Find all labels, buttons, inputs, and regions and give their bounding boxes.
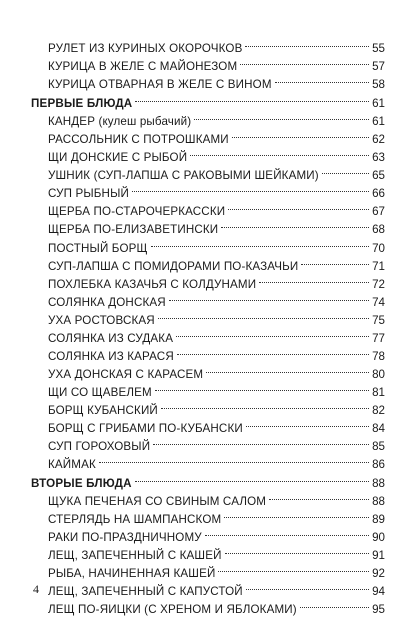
dot-leader	[218, 559, 369, 577]
dot-leader	[240, 52, 369, 70]
entry-page-number: 58	[372, 78, 385, 92]
dot-leader	[246, 414, 369, 432]
entry-title: КАНДЕР (кулеш рыбачий)	[48, 115, 192, 129]
entry-page-number: 75	[372, 313, 385, 327]
section-title: ВТОРЫЕ БЛЮДА	[31, 477, 132, 491]
dot-leader	[225, 541, 369, 559]
entry-title: СУП РЫБНЫЙ	[48, 187, 129, 201]
entry-page-number: 63	[372, 151, 385, 165]
entry-page-number: 92	[372, 567, 385, 581]
entry-title: УШНИК (СУП-ЛАПША С РАКОВЫМИ ШЕЙКАМИ)	[48, 169, 319, 183]
entry-title: ПОХЛЕБКА КАЗАЧЬЯ С КОЛДУНАМИ	[48, 277, 257, 291]
entry-page-number: 94	[372, 585, 385, 599]
entry-title: БОРЩ С ГРИБАМИ ПО-КУБАНСКИ	[48, 421, 243, 435]
entry-page-number: 89	[372, 513, 385, 527]
entry-page-number: 57	[372, 60, 385, 74]
entry-page-number: 55	[372, 42, 385, 55]
entry-title: ПОСТНЫЙ БОРЩ	[48, 241, 148, 255]
entry-page-number: 78	[372, 349, 385, 363]
entry-title: СОЛЯНКА ИЗ КАРАСЯ	[48, 349, 174, 363]
entry-page-number: 65	[372, 169, 385, 183]
entry-page-number: 67	[372, 205, 385, 219]
dot-leader	[232, 125, 369, 143]
dot-leader	[269, 487, 369, 505]
dot-leader	[176, 324, 369, 342]
entry-page-number: 85	[372, 440, 385, 454]
section-title: ПЕРВЫЕ БЛЮДА	[31, 97, 133, 111]
entry-page-number: 86	[372, 458, 385, 472]
entry-title: РАКИ ПО-ПРАЗДНИЧНОМУ	[48, 531, 202, 545]
entry-page-number: 80	[372, 367, 385, 381]
entry-page-number: 72	[372, 277, 385, 291]
dot-leader	[177, 342, 369, 360]
entry-page-number: 61	[372, 115, 385, 129]
entry-page-number: 82	[372, 403, 385, 417]
entry-title: ЩИ СО ЩАВЕЛЕМ	[48, 385, 152, 399]
entry-title: ЛЕЩ, ЗАПЕЧЕННЫЙ С КАПУСТОЙ	[48, 585, 243, 599]
dot-leader	[161, 396, 369, 414]
dot-leader	[132, 179, 369, 197]
dot-leader	[169, 288, 369, 306]
entry-title: КАЙМАК	[48, 458, 96, 472]
entry-title: РАССОЛЬНИК С ПОТРОШКАМИ	[48, 133, 229, 147]
entry-title: ЩИ ДОНСКИЕ С РЫБОЙ	[48, 151, 188, 165]
dot-leader	[221, 215, 369, 233]
entry-title: УХА ДОНСКАЯ С КАРАСЕМ	[48, 367, 204, 381]
entry-page-number: 68	[372, 223, 385, 237]
entry-page-number: 88	[372, 477, 385, 491]
entry-title: СОЛЯНКА ИЗ СУДАКА	[48, 331, 174, 345]
entry-page-number: 88	[372, 495, 385, 509]
entry-title: ЩУКА ПЕЧЕНАЯ СО СВИНЫМ САЛОМ	[48, 495, 267, 509]
dot-leader	[301, 252, 369, 270]
dot-leader	[275, 70, 369, 88]
entry-title: ЛЕЩ ПО-ЯИЦКИ (С ХРЕНОМ И ЯБЛОКАМИ)	[48, 603, 297, 617]
entry-title: СТЕРЛЯДЬ НА ШАМПАНСКОМ	[48, 513, 222, 527]
dot-leader	[246, 577, 369, 595]
entry-title: БОРЩ КУБАНСКИЙ	[48, 403, 158, 417]
dot-leader	[158, 306, 369, 324]
page-number: 4	[33, 582, 39, 596]
dot-leader	[322, 161, 369, 179]
entry-title: ЩЕРБА ПО-ЕЛИЗАВЕТИНСКИ	[48, 223, 219, 237]
dot-leader	[135, 469, 369, 487]
dot-leader	[153, 432, 369, 450]
dot-leader	[245, 34, 369, 52]
toc-entry	[31, 34, 385, 55]
entry-page-number: 91	[372, 549, 385, 563]
entry-page-number: 74	[372, 295, 385, 309]
entry-page-number: 77	[372, 331, 385, 345]
table-of-contents	[31, 34, 385, 617]
entry-page-number: 90	[372, 531, 385, 545]
entry-title: РУЛЕТ ИЗ КУРИНЫХ ОКОРОЧКОВ	[48, 42, 243, 55]
dot-leader	[190, 143, 369, 161]
entry-page-number: 70	[372, 241, 385, 255]
entry-page-number: 61	[372, 97, 385, 111]
dot-leader	[224, 505, 369, 523]
entry-page-number: 66	[372, 187, 385, 201]
dot-leader	[99, 450, 369, 468]
dot-leader	[259, 270, 369, 288]
dot-leader	[155, 378, 369, 396]
entry-title: СОЛЯНКА ДОНСКАЯ	[48, 295, 166, 309]
dot-leader	[300, 595, 369, 613]
dot-leader	[205, 523, 369, 541]
entry-page-number: 95	[372, 603, 385, 617]
dot-leader	[228, 197, 369, 215]
dot-leader	[194, 107, 369, 125]
dot-leader	[151, 234, 369, 252]
entry-title: УХА РОСТОВСКАЯ	[48, 313, 155, 327]
entry-page-number: 81	[372, 385, 385, 399]
entry-page-number: 71	[372, 259, 385, 273]
entry-title: КУРИЦА В ЖЕЛЕ С МАЙОНЕЗОМ	[48, 60, 238, 74]
entry-title: РЫБА, НАЧИНЕННАЯ КАШЕЙ	[48, 567, 216, 581]
entry-title: КУРИЦА ОТВАРНАЯ В ЖЕЛЕ С ВИНОМ	[48, 78, 272, 92]
entry-page-number: 62	[372, 133, 385, 147]
entry-page-number: 84	[372, 421, 385, 435]
dot-leader	[206, 360, 369, 378]
entry-title: СУП-ЛАПША С ПОМИДОРАМИ ПО-КАЗАЧЬИ	[48, 259, 299, 273]
entry-title: ЩЕРБА ПО-СТАРОЧЕРКАССКИ	[48, 205, 226, 219]
entry-title: ЛЕЩ, ЗАПЕЧЕННЫЙ С КАШЕЙ	[48, 549, 222, 563]
entry-title: СУП ГОРОХОВЫЙ	[48, 440, 151, 454]
dot-leader	[135, 89, 369, 107]
